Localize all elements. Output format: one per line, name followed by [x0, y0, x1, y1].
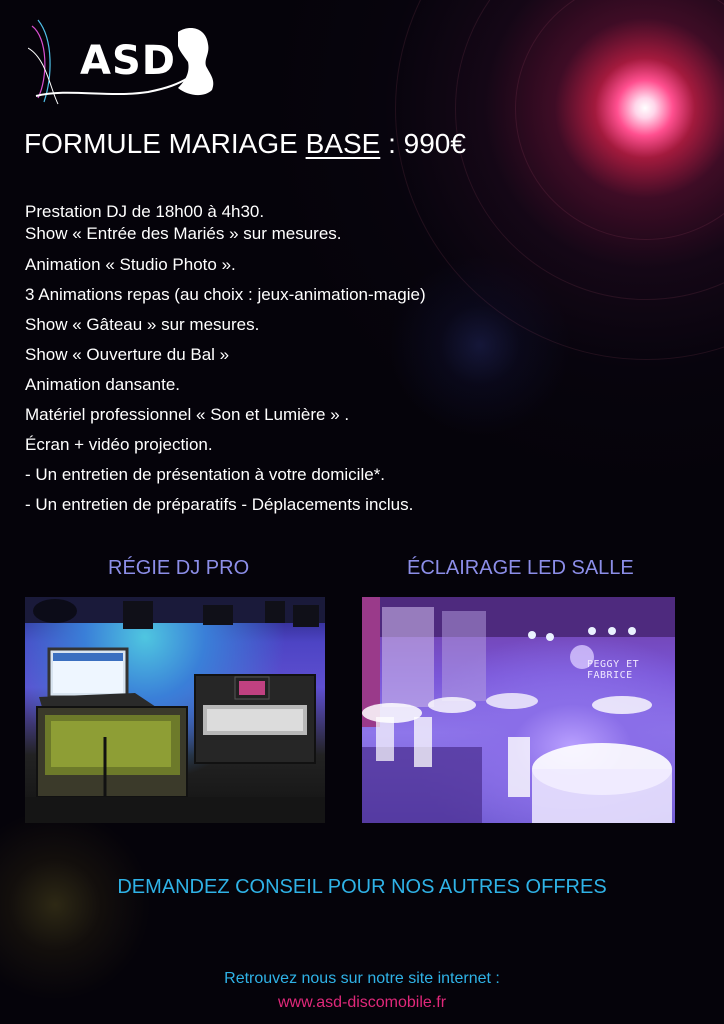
led-sign-text: PEGGY ET FABRICE — [587, 659, 640, 681]
list-item: 3 Animations repas (au choix : jeux-animation-magie) — [25, 285, 426, 304]
title-main: FORMULE MARIAGE — [24, 128, 306, 159]
cta-text: DEMANDEZ CONSEIL POUR NOS AUTRES OFFRES — [117, 876, 607, 898]
list-item: - Un entretien de présentation à votre domicile*. — [25, 465, 386, 484]
website-link[interactable]: www.asd-discomobile.fr — [277, 994, 447, 1011]
dj-booth-illustration — [25, 597, 325, 823]
footer-text: Retrouvez nous sur notre site internet : — [224, 970, 500, 987]
list-item: Matériel professionnel « Son et Lumière » . — [25, 405, 350, 424]
list-item: Show « Gâteau » sur mesures. — [25, 315, 260, 334]
dj-booth-photo — [25, 597, 325, 823]
logo-text: ASD — [80, 38, 176, 84]
list-item: Prestation DJ de 18h00 à 4h30. — [25, 202, 265, 221]
list-item: Écran + vidéo projection. — [25, 435, 213, 454]
list-item: Animation « Studio Photo ». — [25, 255, 236, 274]
led-room-illustration — [362, 597, 675, 823]
list-item: - Un entretien de préparatifs - Déplacements inclus. — [25, 495, 414, 514]
page-title — [24, 128, 466, 160]
list-item: Show « Ouverture du Bal » — [25, 345, 230, 364]
list-item: Animation dansante. — [25, 375, 180, 394]
title-price: : 990€ — [380, 128, 466, 159]
list-item: Show « Entrée des Mariés » sur mesures. — [25, 224, 342, 243]
led-caption: ÉCLAIRAGE LED SALLE — [407, 557, 634, 579]
title-underlined: BASE — [305, 128, 381, 159]
asd-logo — [28, 18, 228, 108]
led-room-photo — [362, 597, 675, 823]
dj-caption: RÉGIE DJ PRO — [108, 557, 250, 579]
